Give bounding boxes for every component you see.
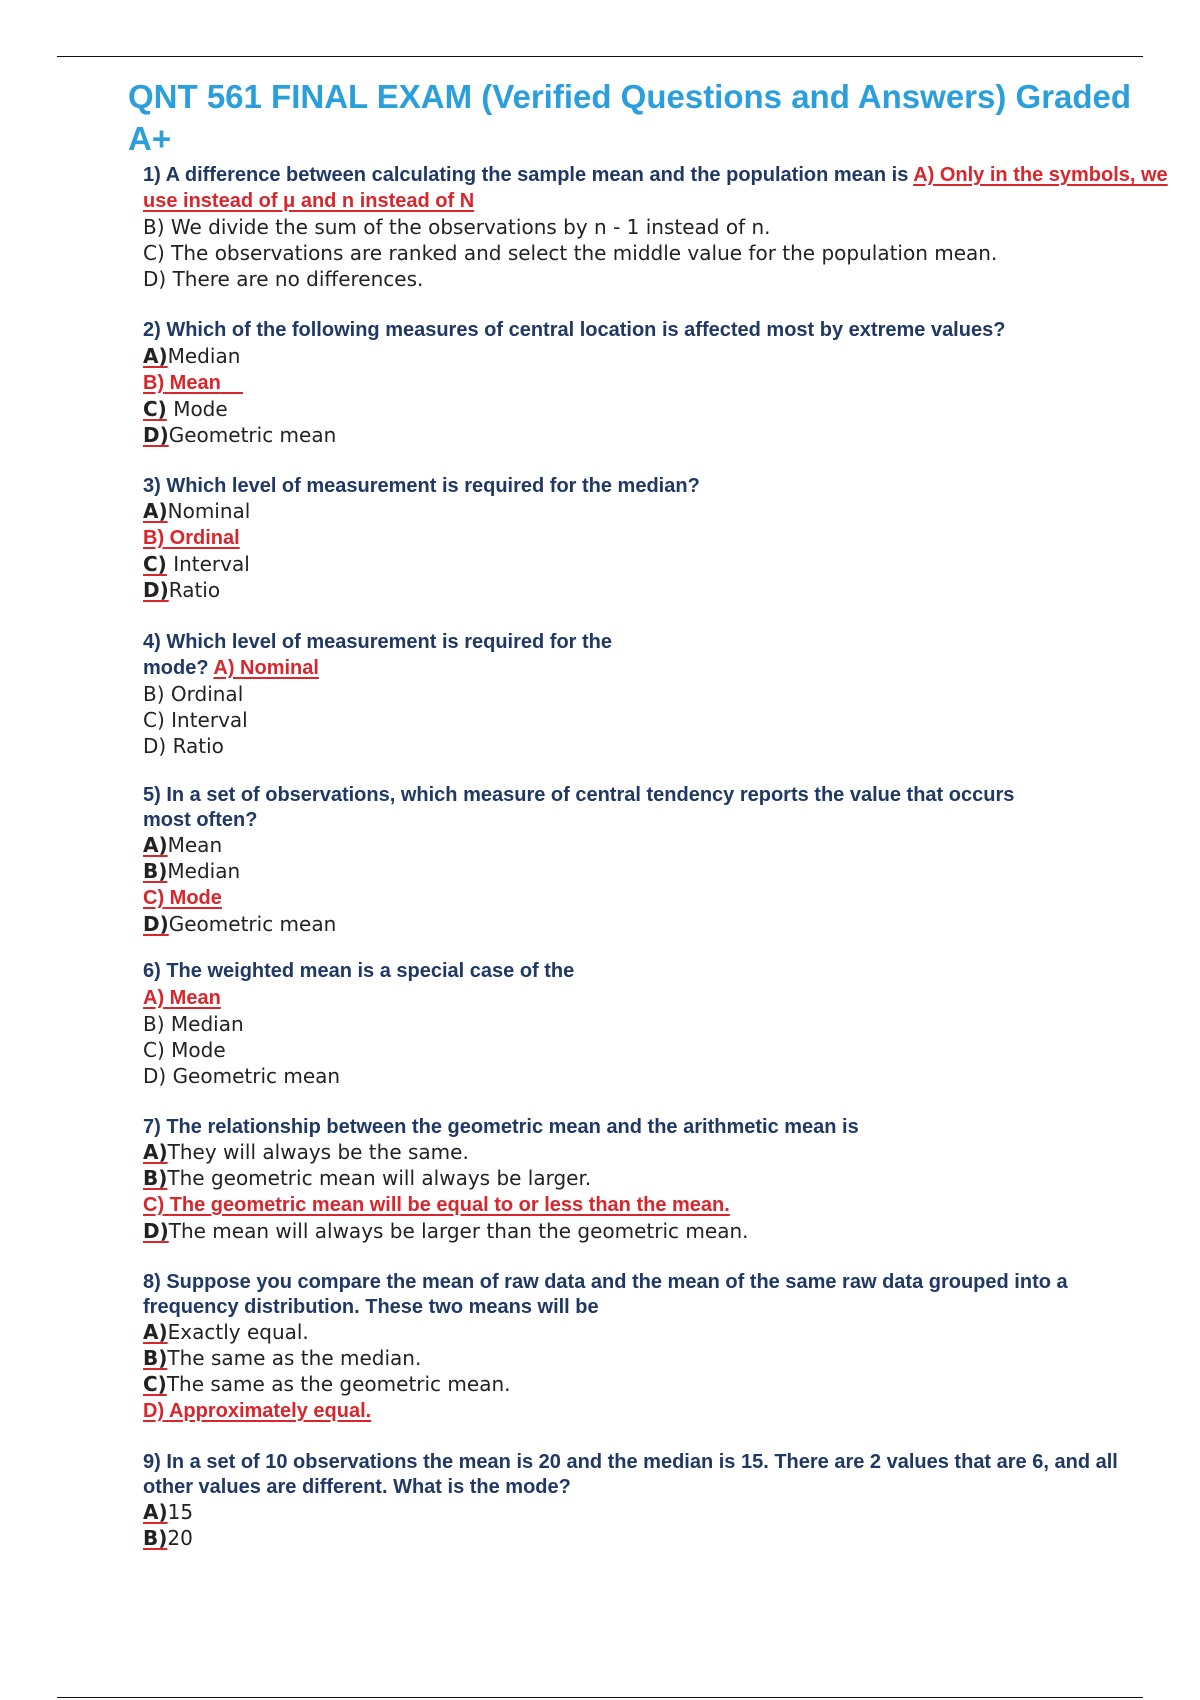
bottom-rule xyxy=(57,1697,1143,1698)
question-4-stem xyxy=(143,629,1173,681)
question-stem-line-2: mode? xyxy=(143,657,209,679)
option-c: C) Interval xyxy=(143,552,250,576)
option-b: B) We divide the sum of the observations by n - 1 instead of n. xyxy=(143,215,771,239)
option-c: C) The observations are ranked and select the middle value for the population mean. xyxy=(143,241,998,265)
question-7-stem: 7) The relationship between the geometric mean and the arithmetic mean is xyxy=(143,1115,859,1138)
question-5 xyxy=(143,783,1173,937)
option-c-correct: C) Mode xyxy=(143,887,222,909)
question-9 xyxy=(143,1450,1173,1551)
option-b: B) Ordinal xyxy=(143,682,244,706)
top-rule xyxy=(57,56,1143,57)
document-title: QNT 561 FINAL EXAM (Verified Questions and Answers) Graded A+ xyxy=(128,78,1132,157)
question-7 xyxy=(143,1115,1173,1245)
question-3 xyxy=(143,474,1173,604)
option-a: A)Median xyxy=(143,343,241,368)
question-2-stem: 2) Which of the following measures of central location is affected most by extreme values? xyxy=(143,319,1006,341)
option-d: D) Geometric mean xyxy=(143,1063,341,1088)
option-a: A)They will always be the same. xyxy=(143,1140,469,1164)
question-4 xyxy=(143,629,1173,759)
option-d: D) There are no differences. xyxy=(143,267,424,291)
question-8 xyxy=(143,1270,1173,1424)
question-1 xyxy=(143,162,1173,292)
option-a: A)Exactly equal. xyxy=(143,1320,309,1344)
question-stem-line-1: 4) Which level of measurement is required for the xyxy=(143,631,613,653)
option-a: A)15 xyxy=(143,1500,194,1524)
option-d: D)Geometric mean xyxy=(143,422,337,447)
option-d: D)Geometric mean xyxy=(143,912,337,936)
question-stem-text: 1) A difference between calculating the sample mean and the population mean is xyxy=(143,164,909,186)
question-9-stem: 9) In a set of 10 observations the mean is 20 and the median is 15. There are 2 values that are 6, and all other values are different. What is the mode? xyxy=(143,1451,1118,1498)
option-c: C)The same as the geometric mean. xyxy=(143,1372,511,1396)
option-c-correct: C) The geometric mean will be equal to or less than the mean. xyxy=(143,1194,730,1216)
question-6-stem: 6) The weighted mean is a special case of the xyxy=(143,960,575,982)
question-6 xyxy=(143,959,1173,1089)
option-a-correct: A) Mean xyxy=(143,986,221,1009)
option-b-correct: B) Ordinal xyxy=(143,527,240,549)
question-2 xyxy=(143,318,1173,448)
option-c: C) Interval xyxy=(143,708,248,732)
option-d: D) Ratio xyxy=(143,734,224,758)
question-list xyxy=(143,162,1173,1551)
option-b: B)Median xyxy=(143,859,241,883)
option-b: B)20 xyxy=(143,1526,193,1550)
option-c: C) Mode xyxy=(143,1037,226,1062)
option-a: A)Nominal xyxy=(143,499,251,523)
option-d: D)Ratio xyxy=(143,578,221,602)
correct-answer: A) Nominal xyxy=(213,657,319,679)
question-5-stem: 5) In a set of observations, which measure of central tendency reports the value that occurs most often? xyxy=(143,784,1015,831)
option-c: C) Mode xyxy=(143,396,228,421)
option-b-correct: B) Mean xyxy=(143,371,221,394)
correct-answer: A) Only in the symbols, we use instead of μ and n instead of N xyxy=(143,164,1168,212)
option-d-correct: D) Approximately equal. xyxy=(143,1400,372,1422)
question-1-stem xyxy=(143,162,1173,214)
option-a: A)Mean xyxy=(143,833,223,857)
option-d: D)The mean will always be larger than the geometric mean. xyxy=(143,1219,749,1243)
option-b: B)The geometric mean will always be larger. xyxy=(143,1166,592,1190)
question-3-stem: 3) Which level of measurement is required for the median? xyxy=(143,474,700,497)
question-8-stem: 8) Suppose you compare the mean of raw data and the mean of the same raw data grouped into a frequency distribution. These two means will be xyxy=(143,1271,1068,1318)
option-b: B)The same as the median. xyxy=(143,1346,422,1370)
option-b: B) Median xyxy=(143,1011,244,1036)
